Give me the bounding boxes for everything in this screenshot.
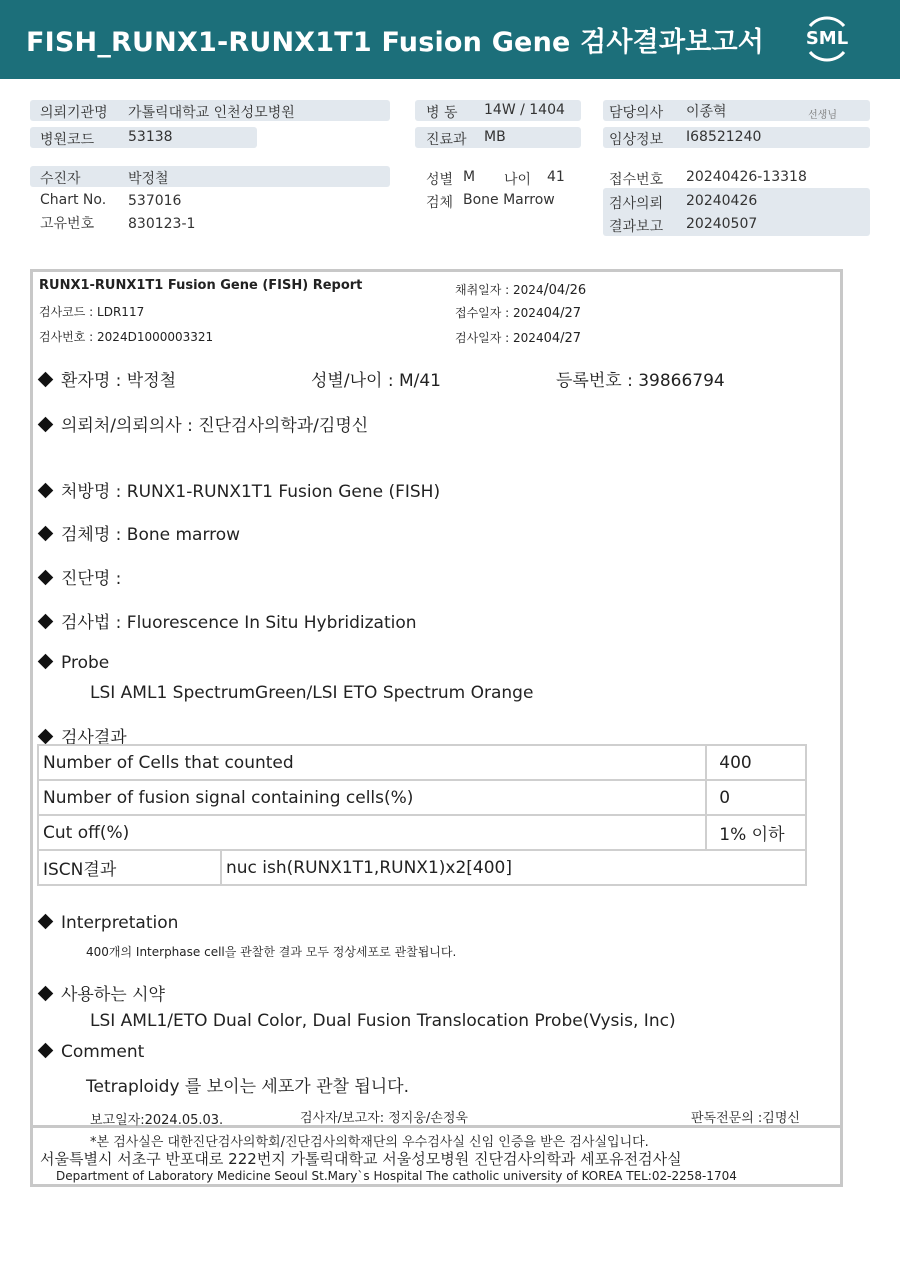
result-heading: 검사결과: [61, 728, 127, 748]
table-row: [38, 850, 806, 885]
comment-heading: Comment: [61, 1042, 145, 1062]
info-bar-patient: [30, 166, 390, 187]
reagent-heading: 사용하는 시약: [61, 985, 165, 1005]
footer-examiner: 검사자/보고자: 정지웅/손정욱: [300, 1111, 468, 1126]
interpretation-heading: Interpretation: [61, 913, 179, 933]
diagnosis: 진단명 :: [61, 569, 122, 589]
hospital-code-value: 53138: [128, 129, 173, 145]
table-cell-label: Cut off(%): [38, 815, 706, 850]
comment-value: Tetraploidy 를 보이는 세포가 관찰 됩니다.: [86, 1077, 410, 1097]
table-row: [38, 745, 806, 780]
ward-value: 14W / 1404: [484, 102, 565, 118]
probe-heading-line: [40, 653, 109, 673]
diagnosis-line: [40, 564, 121, 589]
patient-value: 박정철: [128, 171, 169, 187]
requester-line: [40, 411, 368, 436]
diamond-bullet-icon: [38, 729, 54, 745]
reagent-heading-line: [40, 980, 165, 1005]
report-box: [30, 269, 843, 1187]
institution-label: 의뢰기관명: [40, 105, 108, 121]
specimen-name: 검체명 : Bone marrow: [61, 525, 241, 545]
footer-address: 서울특별시 서초구 반포대로 222번지 가톨릭대학교 서울성모병원 진단검사의학과 세포유전검사실: [40, 1150, 682, 1168]
hospital-code-label: 병원코드: [40, 132, 95, 148]
patient-name: 환자명 : 박정철: [61, 371, 177, 391]
footer-specialist: 판독전문의 :김명신: [691, 1111, 800, 1126]
unique-label: 고유번호: [40, 216, 95, 232]
institution-value: 가톨릭대학교 인천성모병원: [128, 105, 295, 121]
method-line: [40, 608, 417, 633]
chart-value: 537016: [128, 193, 182, 209]
table-cell-value: 0: [706, 780, 806, 815]
table-cell-value: nuc ish(RUNX1T1,RUNX1)x2[400]: [221, 850, 806, 885]
sex-label: 성별: [426, 172, 454, 188]
diamond-bullet-icon: [38, 483, 54, 499]
sex-value: M: [463, 169, 476, 185]
table-row: [38, 780, 806, 815]
request-date-label: 검사의뢰: [609, 196, 664, 212]
comment-heading-line: [40, 1042, 144, 1062]
page-title: FISH_RUNX1-RUNX1T1 Fusion Gene 검사결과보고서: [26, 27, 765, 58]
clinical-value: I68521240: [686, 129, 762, 145]
diamond-bullet-icon: [38, 372, 54, 388]
dept-label: 진료과: [426, 132, 467, 148]
ward-label: 병 동: [426, 105, 458, 121]
diamond-bullet-icon: [38, 654, 54, 670]
test-date-value: 04/27: [543, 331, 582, 346]
unique-value: 830123-1: [128, 216, 196, 232]
diamond-bullet-icon: [38, 914, 54, 930]
receive-date: [455, 304, 581, 321]
age-value: 41: [547, 169, 565, 185]
table-cell-value: 400: [706, 745, 806, 780]
receive-label: 접수일자 : 2024: [455, 306, 544, 320]
collect-date: [455, 280, 586, 298]
table-cell-label: ISCN결과: [38, 850, 221, 885]
receipt-no-value: 20240426-13318: [686, 169, 807, 185]
diamond-bullet-icon: [38, 614, 54, 630]
test-date: [455, 329, 581, 346]
interpretation-heading-line: [40, 913, 178, 933]
prescription: 처방명 : RUNX1-RUNX1T1 Fusion Gene (FISH): [61, 482, 441, 502]
diamond-bullet-icon: [38, 526, 54, 542]
collect-label: 채취일자 : 2024: [455, 283, 544, 297]
test-label: 검사일자 : 2024: [455, 331, 544, 345]
table-cell-label: Number of fusion signal containing cells(%): [38, 780, 706, 815]
receipt-no-label: 접수번호: [609, 172, 664, 188]
footer-department: Department of Laboratory Medicine Seoul St.Mary`s Hospital The catholic university of KOREA TEL:02-2258-1704: [56, 1169, 737, 1183]
registration-number: 등록번호 : 39866794: [556, 371, 725, 391]
probe-heading: Probe: [61, 653, 110, 673]
prescription-line: [40, 477, 440, 502]
specimen-line: [40, 520, 240, 545]
dept-value: MB: [484, 129, 506, 145]
specimen-label: 검체: [426, 195, 454, 211]
diamond-bullet-icon: [38, 1043, 54, 1059]
result-table: [37, 744, 807, 886]
diamond-bullet-icon: [38, 986, 54, 1002]
doctor-suffix: 선생님: [808, 110, 837, 121]
report-title: RUNX1-RUNX1T1 Fusion Gene (FISH) Report: [39, 278, 363, 293]
patient-label: 수진자: [40, 171, 81, 187]
diamond-bullet-icon: [38, 417, 54, 433]
footer-cert-note: *본 검사실은 대한진단검사의학회/진단검사의학재단의 우수검사실 신임 인증을 받은 검사실입니다.: [90, 1135, 649, 1150]
chart-label: Chart No.: [40, 192, 107, 208]
request-date-value: 20240426: [686, 193, 758, 209]
specimen-value: Bone Marrow: [463, 192, 555, 208]
footer-report-date: 보고일자:2024.05.03.: [90, 1113, 224, 1128]
sex-age: 성별/나이 : M/41: [311, 371, 441, 391]
header-bar: [0, 0, 900, 79]
age-label: 나이: [504, 172, 532, 188]
doctor-value: 이종혁: [686, 104, 727, 120]
diamond-bullet-icon: [38, 570, 54, 586]
collect-date-slash: /: [543, 280, 549, 298]
report-date-label: 결과보고: [609, 219, 664, 235]
doctor-label: 담당의사: [609, 105, 664, 121]
test-code: 검사코드 : LDR117: [39, 305, 145, 319]
collect-date-value: 04/26: [548, 283, 587, 298]
report-date-value: 20240507: [686, 216, 758, 232]
probe-value: LSI AML1 SpectrumGreen/LSI ETO Spectrum Orange: [90, 683, 534, 703]
table-cell-value: 1% 이하: [706, 815, 806, 850]
requester: 의뢰처/의뢰의사 : 진단검사의학과/김명신: [61, 416, 369, 436]
table-cell-label: Number of Cells that counted: [38, 745, 706, 780]
logo-text: SML: [805, 28, 849, 49]
interpretation-value: 400개의 Interphase cell을 관찰한 결과 모두 정상세포로 관찰됩니다.: [86, 945, 457, 959]
test-no: 검사번호 : 2024D1000003321: [39, 330, 214, 344]
method: 검사법 : Fluorescence In Situ Hybridization: [61, 613, 417, 633]
clinical-label: 임상정보: [609, 132, 664, 148]
reagent-value: LSI AML1/ETO Dual Color, Dual Fusion Translocation Probe(Vysis, Inc): [90, 1011, 676, 1031]
receive-date-value: 04/27: [543, 306, 582, 321]
table-row: [38, 815, 806, 850]
patient-name-line: [40, 366, 176, 391]
